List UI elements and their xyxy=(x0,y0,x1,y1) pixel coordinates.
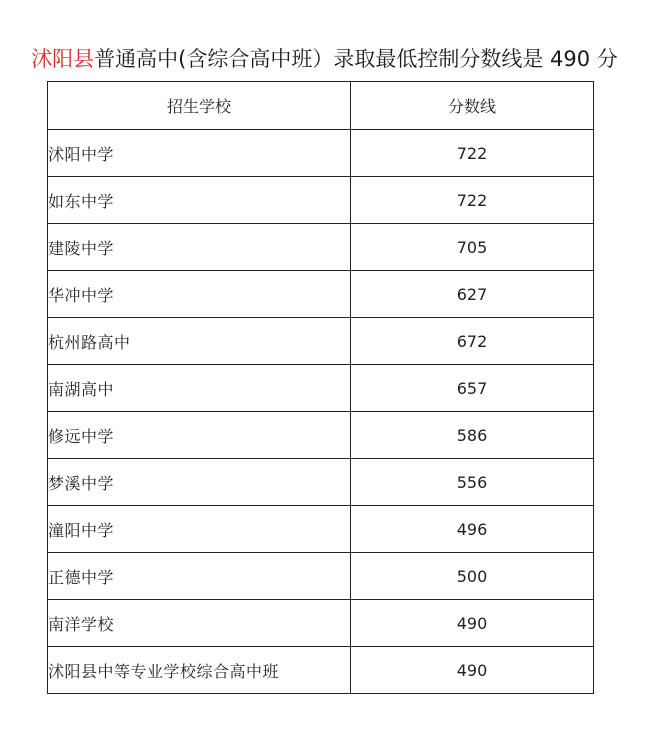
score-value: 705 xyxy=(351,224,594,271)
school-name: 潼阳中学 xyxy=(48,506,351,553)
title-rest: 普通高中(含综合高中班）录取最低控制分数线是 490 分 xyxy=(94,47,618,71)
table-row xyxy=(48,365,594,412)
table-row xyxy=(48,600,594,647)
header-school: 招生学校 xyxy=(48,82,351,130)
score-table xyxy=(47,81,594,694)
school-name: 沭阳县中等专业学校综合高中班 xyxy=(48,647,351,694)
table-row xyxy=(48,459,594,506)
school-name: 南洋学校 xyxy=(48,600,351,647)
score-value: 722 xyxy=(351,130,594,177)
school-name: 正德中学 xyxy=(48,553,351,600)
school-name: 华冲中学 xyxy=(48,271,351,318)
table-row xyxy=(48,647,594,694)
score-value: 490 xyxy=(351,647,594,694)
table-row xyxy=(48,412,594,459)
score-value: 672 xyxy=(351,318,594,365)
school-name: 南湖高中 xyxy=(48,365,351,412)
school-name: 沭阳中学 xyxy=(48,130,351,177)
table-row xyxy=(48,130,594,177)
table-row xyxy=(48,318,594,365)
table-row xyxy=(48,271,594,318)
table-row xyxy=(48,553,594,600)
school-name: 如东中学 xyxy=(48,177,351,224)
page-title xyxy=(0,44,649,74)
school-name: 梦溪中学 xyxy=(48,459,351,506)
score-value: 586 xyxy=(351,412,594,459)
score-value: 490 xyxy=(351,600,594,647)
school-name: 杭州路高中 xyxy=(48,318,351,365)
header-score: 分数线 xyxy=(351,82,594,130)
score-value: 627 xyxy=(351,271,594,318)
score-value: 500 xyxy=(351,553,594,600)
score-value: 556 xyxy=(351,459,594,506)
score-value: 722 xyxy=(351,177,594,224)
table-row xyxy=(48,506,594,553)
score-value: 496 xyxy=(351,506,594,553)
table-header-row xyxy=(48,82,594,130)
title-highlight: 沭阳县 xyxy=(31,47,95,71)
table-row xyxy=(48,177,594,224)
score-value: 657 xyxy=(351,365,594,412)
table-row xyxy=(48,224,594,271)
school-name: 修远中学 xyxy=(48,412,351,459)
school-name: 建陵中学 xyxy=(48,224,351,271)
